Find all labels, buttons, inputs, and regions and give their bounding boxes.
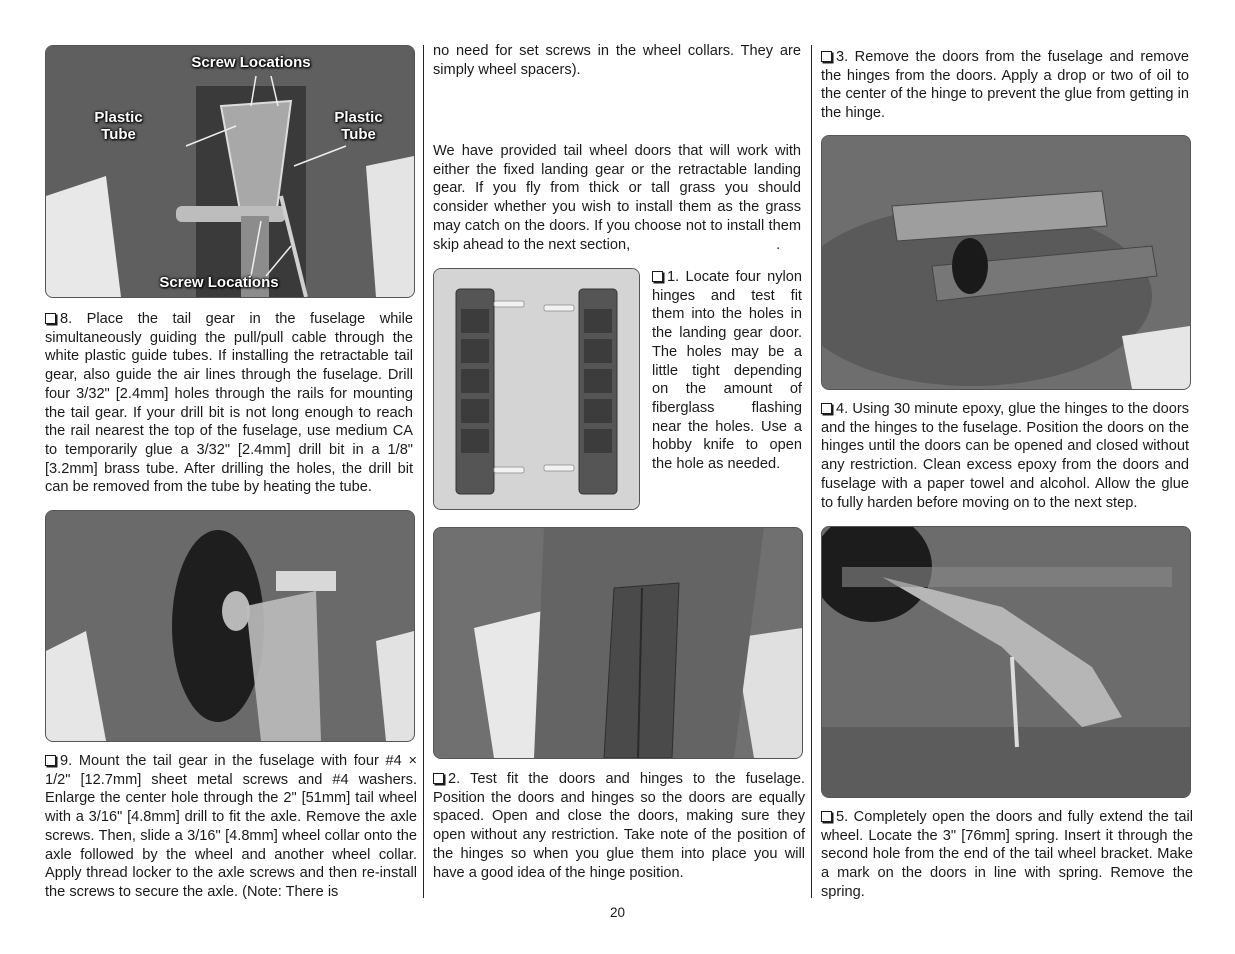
photo-doors-spring-mark xyxy=(821,526,1191,798)
photo-doors-hinges-open xyxy=(821,135,1191,390)
step-3-text: 3. Remove the doors from the fuselage and remove the hinges from the doors. Apply a drop or two of oil to the center of the hinge to prevent the glue from getting in the hinge. xyxy=(821,49,1189,122)
checkbox-step-3[interactable] xyxy=(821,51,832,62)
step-4-text: 4. Using 30 minute epoxy, glue the hinges to the doors and the hinges to the fuselage. Position the doors on the hinges until the doors can be opened and closed without any restriction. Clean excess epoxy from the doors and fuselage with a paper towel and alcohol. Allow the glue to fully harden before moving on to the next step. xyxy=(821,401,1189,511)
checkbox-step-9[interactable] xyxy=(45,755,56,766)
photo-nylon-hinges-doors xyxy=(433,268,640,510)
step-9-continuation: no need for set screws in the wheel collars. They are simply wheel spacers). xyxy=(433,43,801,78)
callout-plastic-tube-right: Plastic Tube xyxy=(334,109,383,143)
tail-wheel-doors-intro: We have provided tail wheel doors that will work with either the fixed landing gear or the retractable landing gear. If you fly from thick or tall grass you should consider whether you wish to install them as the grass may catch on the doors. If you choose not to install them skip ahead to the next section, . xyxy=(433,143,801,253)
photo-tail-gear-screw-locations xyxy=(45,45,415,298)
column-divider-1 xyxy=(423,45,424,898)
checkbox-step-5[interactable] xyxy=(821,811,832,822)
step-5-text: 5. Completely open the doors and fully extend the tail wheel. Locate the 3" [76mm] spring. Insert it through the second hole from the end of the tail wheel bracket. Make a mark on the doors in line with spring. Remove the spring. xyxy=(821,809,1193,900)
checkbox-step-8[interactable] xyxy=(45,313,56,324)
callout-screw-locations-top: Screw Locations xyxy=(191,54,311,71)
checkbox-step-1[interactable] xyxy=(652,271,663,282)
checkbox-step-4[interactable] xyxy=(821,403,832,414)
step-2-text: 2. Test fit the doors and hinges to the fuselage. Position the doors and hinges so the doors are equally spaced. Open and close the doors, making sure they open without any restriction. Take note of the position of the hinges so when you glue them into place you will have a good idea of the hinge position. xyxy=(433,771,805,881)
step-8-text: 8. Place the tail gear in the fuselage while simultaneously guiding the pull/pull cable through the white plastic guide tubes. If installing the retractable tail gear, also guide the air lines through the fuselage. Drill four 3/32" [2.4mm] holes through the rails for mounting the tail gear. If your drill bit is not long enough to reach the rail nearest the top of the fuselage, use medium CA to temporarily glue a 3/32" [2.4mm] drill bit in a 1/8" [3.2mm] brass tube. After drilling the holes, the drill bit can be removed from the tube by heating the tube. xyxy=(45,311,413,496)
page-number: 20 xyxy=(609,905,626,920)
checkbox-step-2[interactable] xyxy=(433,773,444,784)
photo-tail-wheel-mounted xyxy=(45,510,415,742)
photo-doors-test-fit xyxy=(433,527,803,759)
step-9-text: 9. Mount the tail gear in the fuselage with four #4 × 1/2" [12.7mm] sheet metal screws and #4 washers. Enlarge the center hole through the 2" [51mm] tail wheel with a 3/16" [4.8mm] drill to fit the axle. Remove the axle screws. Then, slide a 3/16" [4.8mm] wheel collar onto the axle followed by the wheel and another wheel collar. Apply thread locker to the axle screws and then re-install the screws to secure the axle. (Note: There is xyxy=(45,753,417,900)
column-divider-2 xyxy=(811,45,812,898)
callout-plastic-tube-left: Plastic Tube xyxy=(94,109,143,143)
callout-screw-locations-bottom: Screw Locations xyxy=(159,274,279,291)
step-1-text: 1. Locate four nylon hinges and test fit them into the holes in the landing gear door. The holes may be a little tight depending on the amount of fiberglass flashing near the holes. Use a hobby knife to open the hole as needed. xyxy=(652,269,802,473)
